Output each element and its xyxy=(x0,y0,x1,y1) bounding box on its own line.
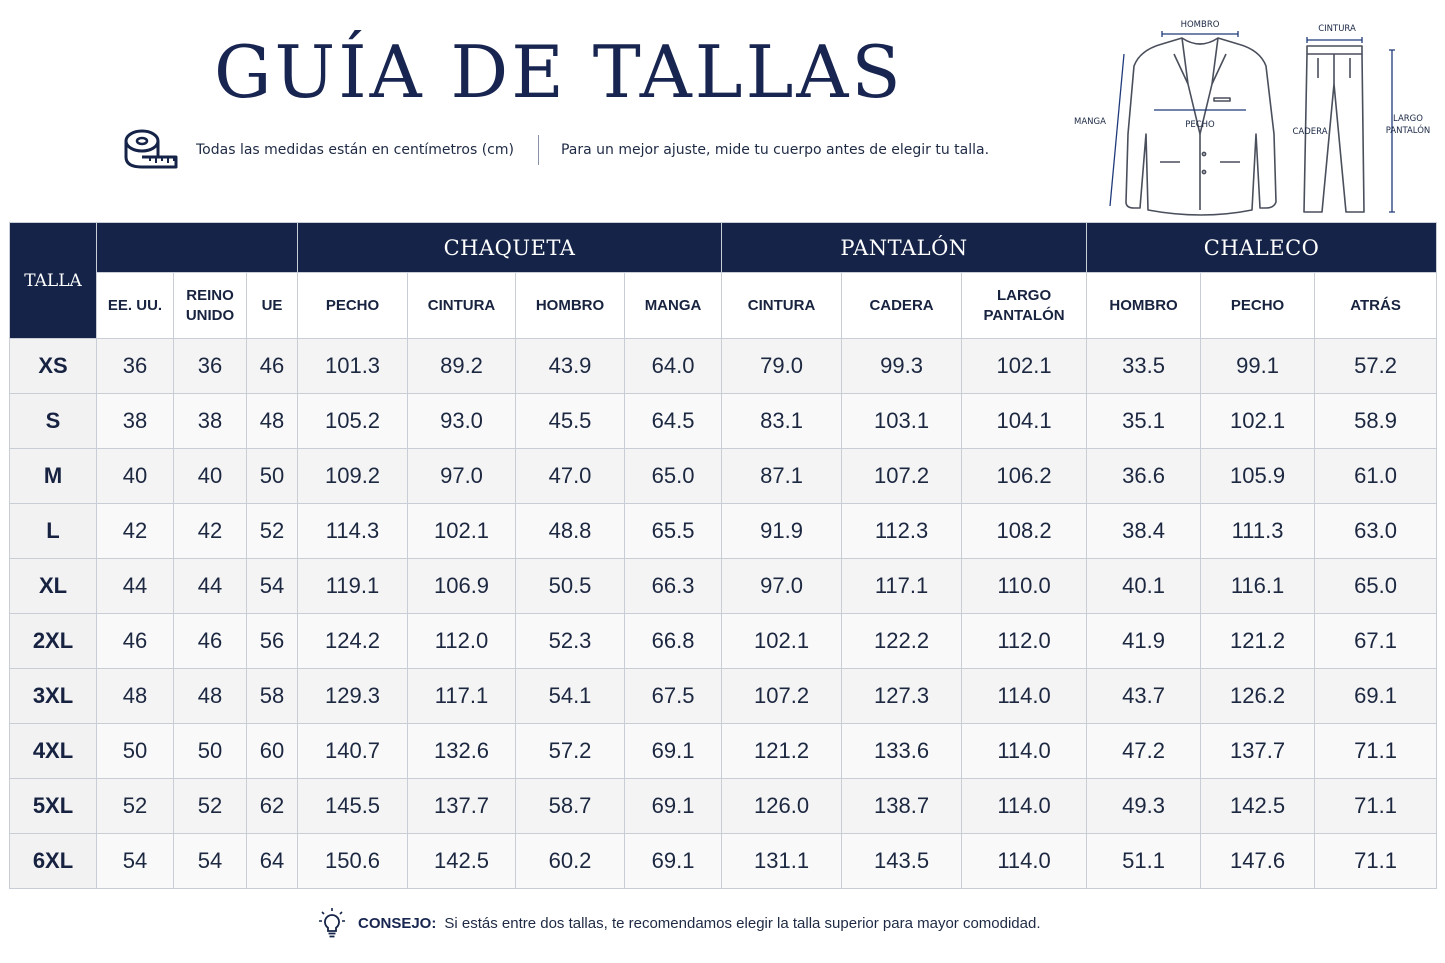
cell-pants-length: 108.2 xyxy=(962,504,1087,559)
cell-vest-shoulder: 43.7 xyxy=(1087,669,1201,724)
cell-jacket-shoulder: 43.9 xyxy=(516,339,625,394)
cell-pants-hip: 107.2 xyxy=(842,449,962,504)
cell-pants-hip: 133.6 xyxy=(842,724,962,779)
column-header-pants-hip: CADERA xyxy=(842,273,962,339)
talla-header: TALLA xyxy=(10,223,97,339)
cell-pants-length: 110.0 xyxy=(962,559,1087,614)
diagram-label-largo-line1: LARGO xyxy=(1393,114,1423,124)
cell-pants-waist: 79.0 xyxy=(722,339,842,394)
cell-jacket-chest: 124.2 xyxy=(298,614,408,669)
cell-pants-hip: 143.5 xyxy=(842,834,962,889)
cell-pants-waist: 87.1 xyxy=(722,449,842,504)
group-header-chaleco: CHALECO xyxy=(1087,223,1437,273)
cell-jacket-waist: 117.1 xyxy=(408,669,516,724)
cell-uk-size: 52 xyxy=(174,779,247,834)
cell-jacket-sleeve: 64.5 xyxy=(625,394,722,449)
cell-pants-length: 112.0 xyxy=(962,614,1087,669)
cell-vest-back: 71.1 xyxy=(1315,724,1437,779)
size-table xyxy=(9,222,1437,889)
group-header-blank xyxy=(97,223,298,273)
cell-jacket-chest: 114.3 xyxy=(298,504,408,559)
cell-uk-size: 50 xyxy=(174,724,247,779)
cell-vest-shoulder: 47.2 xyxy=(1087,724,1201,779)
cell-jacket-shoulder: 48.8 xyxy=(516,504,625,559)
cell-pants-length: 106.2 xyxy=(962,449,1087,504)
cell-vest-chest: 147.6 xyxy=(1201,834,1315,889)
cell-pants-hip: 117.1 xyxy=(842,559,962,614)
cell-us-size: 48 xyxy=(97,669,174,724)
group-header-chaqueta: CHAQUETA xyxy=(298,223,722,273)
cell-jacket-waist: 89.2 xyxy=(408,339,516,394)
cell-pants-length: 114.0 xyxy=(962,669,1087,724)
cell-jacket-waist: 142.5 xyxy=(408,834,516,889)
cell-us-size: 36 xyxy=(97,339,174,394)
cell-jacket-sleeve: 65.0 xyxy=(625,449,722,504)
cell-pants-waist: 91.9 xyxy=(722,504,842,559)
cell-vest-shoulder: 35.1 xyxy=(1087,394,1201,449)
column-header-jacket-waist: CINTURA xyxy=(408,273,516,339)
cell-vest-chest: 102.1 xyxy=(1201,394,1315,449)
cell-pants-hip: 127.3 xyxy=(842,669,962,724)
cell-vest-back: 69.1 xyxy=(1315,669,1437,724)
cell-pants-length: 114.0 xyxy=(962,779,1087,834)
cell-us-size: 40 xyxy=(97,449,174,504)
cell-us-size: 46 xyxy=(97,614,174,669)
cell-jacket-sleeve: 67.5 xyxy=(625,669,722,724)
size-label: 4XL xyxy=(10,724,97,779)
cell-jacket-shoulder: 54.1 xyxy=(516,669,625,724)
cell-eu-size: 58 xyxy=(247,669,298,724)
cell-eu-size: 50 xyxy=(247,449,298,504)
table-row xyxy=(10,504,1437,559)
cell-eu-size: 54 xyxy=(247,559,298,614)
cell-jacket-chest: 119.1 xyxy=(298,559,408,614)
cell-vest-back: 71.1 xyxy=(1315,834,1437,889)
diagram-label-pecho: PECHO xyxy=(1185,120,1215,130)
cell-jacket-waist: 132.6 xyxy=(408,724,516,779)
cell-eu-size: 62 xyxy=(247,779,298,834)
cell-vest-chest: 121.2 xyxy=(1201,614,1315,669)
column-header-pants-length: LARGO PANTALÓN xyxy=(962,273,1087,339)
cell-vest-back: 63.0 xyxy=(1315,504,1437,559)
cell-vest-chest: 126.2 xyxy=(1201,669,1315,724)
cell-pants-waist: 102.1 xyxy=(722,614,842,669)
cell-us-size: 50 xyxy=(97,724,174,779)
cell-pants-hip: 103.1 xyxy=(842,394,962,449)
size-label: XL xyxy=(10,559,97,614)
column-header-jacket-chest: PECHO xyxy=(298,273,408,339)
cell-jacket-sleeve: 66.8 xyxy=(625,614,722,669)
diagram-label-largo-line2: PANTALÓN xyxy=(1385,126,1431,136)
cell-jacket-shoulder: 58.7 xyxy=(516,779,625,834)
cell-pants-waist: 107.2 xyxy=(722,669,842,724)
cell-eu-size: 64 xyxy=(247,834,298,889)
size-label: M xyxy=(10,449,97,504)
measurement-arrows xyxy=(1110,31,1395,212)
size-label: 2XL xyxy=(10,614,97,669)
cell-us-size: 38 xyxy=(97,394,174,449)
cell-pants-hip: 122.2 xyxy=(842,614,962,669)
tip-label: CONSEJO: xyxy=(358,914,437,932)
cell-jacket-sleeve: 69.1 xyxy=(625,724,722,779)
column-header-vest-back: ATRÁS xyxy=(1315,273,1437,339)
diagram-label-cintura: CINTURA xyxy=(1318,24,1356,34)
cell-vest-chest: 111.3 xyxy=(1201,504,1315,559)
tip-text: Si estás entre dos tallas, te recomendamos elegir la talla superior para mayor comodidad. xyxy=(444,914,1041,932)
cell-uk-size: 46 xyxy=(174,614,247,669)
size-label: 5XL xyxy=(10,779,97,834)
cell-jacket-sleeve: 69.1 xyxy=(625,779,722,834)
cell-pants-waist: 97.0 xyxy=(722,559,842,614)
cell-vest-shoulder: 36.6 xyxy=(1087,449,1201,504)
column-header-vest-shoulder: HOMBRO xyxy=(1087,273,1201,339)
table-row xyxy=(10,339,1437,394)
cell-pants-length: 102.1 xyxy=(962,339,1087,394)
cell-jacket-waist: 97.0 xyxy=(408,449,516,504)
cell-vest-back: 61.0 xyxy=(1315,449,1437,504)
cell-jacket-shoulder: 57.2 xyxy=(516,724,625,779)
table-row xyxy=(10,449,1437,504)
column-header-pants-waist: CINTURA xyxy=(722,273,842,339)
cell-vest-shoulder: 33.5 xyxy=(1087,339,1201,394)
column-header-row xyxy=(10,273,1437,339)
cell-jacket-shoulder: 60.2 xyxy=(516,834,625,889)
cell-jacket-shoulder: 47.0 xyxy=(516,449,625,504)
cell-uk-size: 44 xyxy=(174,559,247,614)
cell-jacket-waist: 102.1 xyxy=(408,504,516,559)
cell-us-size: 44 xyxy=(97,559,174,614)
size-table-body xyxy=(10,339,1437,889)
cell-us-size: 54 xyxy=(97,834,174,889)
cell-vest-chest: 142.5 xyxy=(1201,779,1315,834)
cell-pants-waist: 121.2 xyxy=(722,724,842,779)
cell-vest-chest: 105.9 xyxy=(1201,449,1315,504)
cell-jacket-shoulder: 52.3 xyxy=(516,614,625,669)
column-header-us-size: EE. UU. xyxy=(97,273,174,339)
cell-jacket-chest: 129.3 xyxy=(298,669,408,724)
cell-pants-hip: 138.7 xyxy=(842,779,962,834)
cell-pants-waist: 83.1 xyxy=(722,394,842,449)
table-row xyxy=(10,834,1437,889)
cell-jacket-chest: 109.2 xyxy=(298,449,408,504)
cell-pants-length: 114.0 xyxy=(962,834,1087,889)
cell-jacket-sleeve: 66.3 xyxy=(625,559,722,614)
cell-vest-shoulder: 38.4 xyxy=(1087,504,1201,559)
cell-jacket-waist: 106.9 xyxy=(408,559,516,614)
cell-jacket-waist: 137.7 xyxy=(408,779,516,834)
diagram-label-manga: MANGA xyxy=(1074,117,1106,127)
cell-eu-size: 60 xyxy=(247,724,298,779)
diagram-label-hombro: HOMBRO xyxy=(1180,20,1220,30)
size-label: XS xyxy=(10,339,97,394)
size-label: 3XL xyxy=(10,669,97,724)
cell-vest-back: 67.1 xyxy=(1315,614,1437,669)
cell-eu-size: 52 xyxy=(247,504,298,559)
cell-vest-chest: 116.1 xyxy=(1201,559,1315,614)
cell-uk-size: 54 xyxy=(174,834,247,889)
cell-pants-hip: 99.3 xyxy=(842,339,962,394)
cell-vest-shoulder: 51.1 xyxy=(1087,834,1201,889)
size-label: S xyxy=(10,394,97,449)
cell-eu-size: 46 xyxy=(247,339,298,394)
column-header-vest-chest: PECHO xyxy=(1201,273,1315,339)
lightbulb-icon xyxy=(318,907,346,939)
cell-vest-shoulder: 41.9 xyxy=(1087,614,1201,669)
cell-jacket-sleeve: 64.0 xyxy=(625,339,722,394)
table-row xyxy=(10,779,1437,834)
cell-jacket-chest: 145.5 xyxy=(298,779,408,834)
table-row xyxy=(10,394,1437,449)
cell-uk-size: 42 xyxy=(174,504,247,559)
cell-jacket-chest: 140.7 xyxy=(298,724,408,779)
size-label: L xyxy=(10,504,97,559)
cell-eu-size: 48 xyxy=(247,394,298,449)
cell-pants-hip: 112.3 xyxy=(842,504,962,559)
cell-vest-back: 58.9 xyxy=(1315,394,1437,449)
measurement-diagram xyxy=(1062,14,1442,220)
cell-jacket-chest: 150.6 xyxy=(298,834,408,889)
table-row xyxy=(10,669,1437,724)
cell-jacket-sleeve: 65.5 xyxy=(625,504,722,559)
fit-note: Para un mejor ajuste, mide tu cuerpo antes de elegir tu talla. xyxy=(560,142,990,158)
cell-pants-length: 114.0 xyxy=(962,724,1087,779)
cell-jacket-shoulder: 45.5 xyxy=(516,394,625,449)
cell-uk-size: 38 xyxy=(174,394,247,449)
group-header-pantalon: PANTALÓN xyxy=(722,223,1087,273)
cell-jacket-waist: 112.0 xyxy=(408,614,516,669)
column-header-jacket-sleeve: MANGA xyxy=(625,273,722,339)
page-title: GUÍA DE TALLAS xyxy=(214,30,904,114)
cell-pants-length: 104.1 xyxy=(962,394,1087,449)
cell-pants-waist: 126.0 xyxy=(722,779,842,834)
cell-vest-back: 57.2 xyxy=(1315,339,1437,394)
cell-vest-shoulder: 40.1 xyxy=(1087,559,1201,614)
cell-jacket-shoulder: 50.5 xyxy=(516,559,625,614)
column-header-uk-size: REINO UNIDO xyxy=(174,273,247,339)
cell-pants-waist: 131.1 xyxy=(722,834,842,889)
cell-eu-size: 56 xyxy=(247,614,298,669)
info-divider xyxy=(538,135,539,165)
cell-jacket-sleeve: 69.1 xyxy=(625,834,722,889)
tip-bar xyxy=(318,906,1041,940)
cell-vest-back: 71.1 xyxy=(1315,779,1437,834)
cell-us-size: 52 xyxy=(97,779,174,834)
cell-jacket-chest: 105.2 xyxy=(298,394,408,449)
cell-vest-chest: 137.7 xyxy=(1201,724,1315,779)
cell-jacket-chest: 101.3 xyxy=(298,339,408,394)
table-row xyxy=(10,724,1437,779)
units-note: Todas las medidas están en centímetros (cm) xyxy=(196,142,514,158)
cell-uk-size: 48 xyxy=(174,669,247,724)
cell-us-size: 42 xyxy=(97,504,174,559)
cell-vest-chest: 99.1 xyxy=(1201,339,1315,394)
diagram-label-cadera: CADERA xyxy=(1292,127,1328,137)
table-row xyxy=(10,614,1437,669)
cell-uk-size: 36 xyxy=(174,339,247,394)
column-header-eu-size: UE xyxy=(247,273,298,339)
measuring-tape-icon xyxy=(122,128,182,172)
size-label: 6XL xyxy=(10,834,97,889)
cell-uk-size: 40 xyxy=(174,449,247,504)
table-row xyxy=(10,559,1437,614)
info-bar xyxy=(122,128,989,172)
cell-jacket-waist: 93.0 xyxy=(408,394,516,449)
column-header-jacket-shoulder: HOMBRO xyxy=(516,273,625,339)
cell-vest-back: 65.0 xyxy=(1315,559,1437,614)
cell-vest-shoulder: 49.3 xyxy=(1087,779,1201,834)
